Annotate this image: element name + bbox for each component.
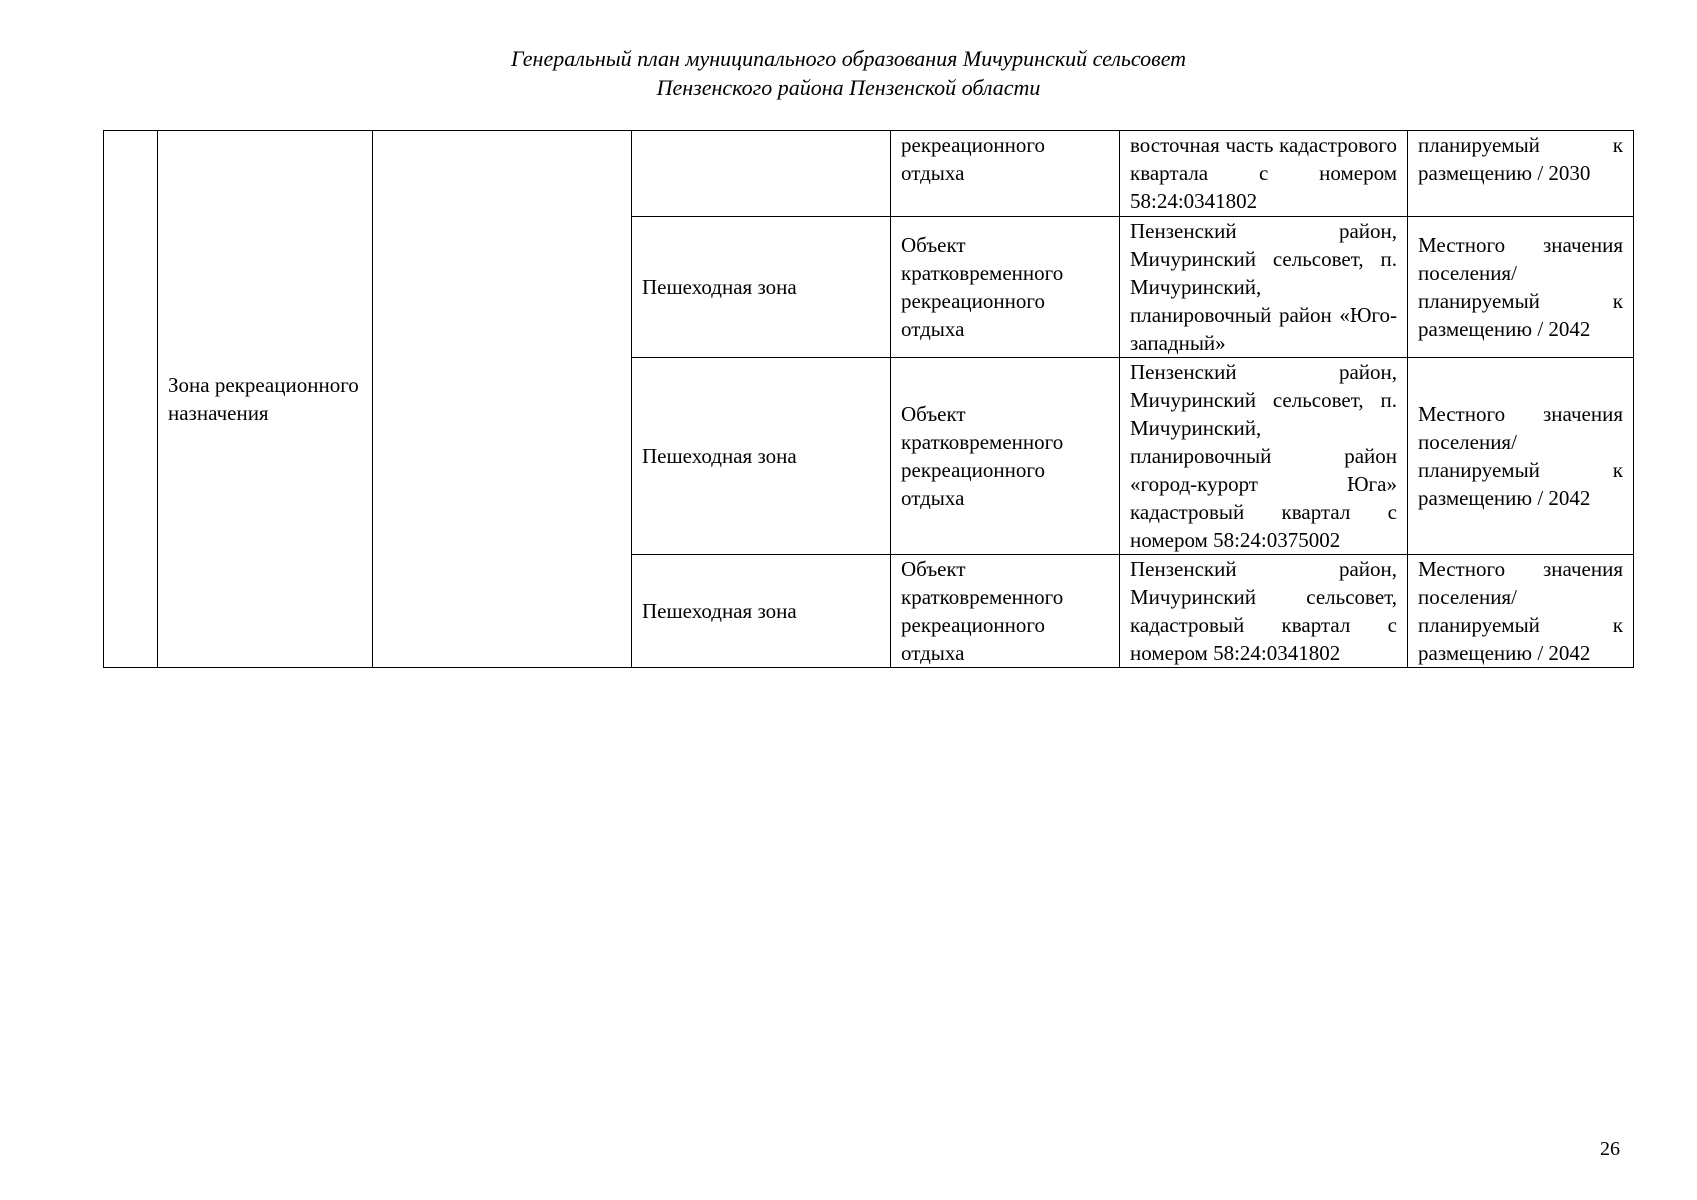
status-text: планируемый к размещению / 2030 bbox=[1418, 133, 1623, 185]
object-text: Объект кратковременного рекреационного отдыха bbox=[901, 233, 1064, 341]
table-row bbox=[104, 131, 1634, 217]
status-cell bbox=[1408, 217, 1634, 358]
status-text: Местного значения поселения/ планируемый к размещению / 2042 bbox=[1418, 402, 1623, 510]
index-cell bbox=[104, 131, 158, 668]
object-text: рекреационного отдыха bbox=[901, 133, 1045, 185]
status-text: Местного значения поселения/ планируемый к размещению / 2042 bbox=[1418, 557, 1623, 665]
location-cell bbox=[1120, 217, 1408, 358]
status-cell bbox=[1408, 358, 1634, 555]
zone-name-cell bbox=[158, 131, 373, 668]
status-cell bbox=[1408, 555, 1634, 668]
header-title-line-1: Генеральный план муниципального образования Мичуринский сельсовет bbox=[510, 46, 1187, 71]
header-title-line-2: Пензенского района Пензенской области bbox=[656, 75, 1041, 100]
zone-name-text: Зона рекреационного назначения bbox=[168, 373, 359, 425]
status-text: Местного значения поселения/ планируемый к размещению / 2042 bbox=[1418, 233, 1623, 341]
location-text: Пензенский район, Мичуринский сельсовет, кадастровый квартал с номером 58:24:0341802 bbox=[1130, 557, 1397, 665]
object-cell bbox=[891, 217, 1120, 358]
location-cell bbox=[1120, 131, 1408, 217]
page-number: 26 bbox=[1600, 1138, 1620, 1160]
zone-type-cell bbox=[632, 217, 891, 358]
location-text: восточная часть кадастрового квартала с номером 58:24:0341802 bbox=[1130, 133, 1397, 213]
status-cell bbox=[1408, 131, 1634, 217]
object-cell bbox=[891, 131, 1120, 217]
location-text: Пензенский район, Мичуринский сельсовет, п. Мичуринский, планировочный район «Юго-западный» bbox=[1130, 219, 1397, 355]
object-text: Объект кратковременного рекреационного отдыха bbox=[901, 402, 1064, 510]
object-cell bbox=[891, 358, 1120, 555]
location-cell bbox=[1120, 358, 1408, 555]
zone-type-cell bbox=[632, 358, 891, 555]
object-text: Объект кратковременного рекреационного отдыха bbox=[901, 557, 1064, 665]
zone-type-text: Пешеходная зона bbox=[642, 599, 797, 623]
object-cell bbox=[891, 555, 1120, 668]
zones-table bbox=[103, 130, 1634, 668]
zone-type-text: Пешеходная зона bbox=[642, 444, 797, 468]
zone-type-cell bbox=[632, 131, 891, 217]
location-cell bbox=[1120, 555, 1408, 668]
zone-type-text: Пешеходная зона bbox=[642, 275, 797, 299]
empty-column-cell bbox=[373, 131, 632, 668]
zone-type-cell bbox=[632, 555, 891, 668]
location-text: Пензенский район, Мичуринский сельсовет, п. Мичуринский, планировочный район «город-курорт Юга» кадастровый квартал с номером 58:24:0375002 bbox=[1130, 360, 1397, 552]
page-header bbox=[0, 44, 1697, 102]
